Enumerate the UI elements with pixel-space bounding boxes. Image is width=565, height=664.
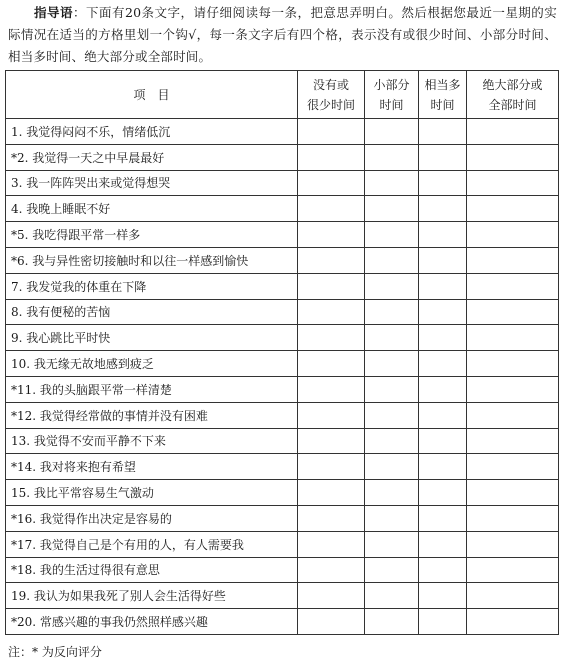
- checkbox-some-time[interactable]: [365, 222, 419, 248]
- checkbox-good-part[interactable]: [419, 351, 467, 377]
- item-text: *12. 我觉得经常做的事情并没有困难: [6, 402, 298, 428]
- checkbox-good-part[interactable]: [419, 557, 467, 583]
- checkbox-rarely[interactable]: [298, 222, 365, 248]
- checkbox-some-time[interactable]: [365, 299, 419, 325]
- table-row: [6, 351, 559, 377]
- checkbox-most-time[interactable]: [467, 273, 559, 299]
- checkbox-some-time[interactable]: [365, 247, 419, 273]
- checkbox-some-time[interactable]: [365, 273, 419, 299]
- checkbox-most-time[interactable]: [467, 119, 559, 145]
- checkbox-rarely[interactable]: [298, 583, 365, 609]
- table-row: [6, 376, 559, 402]
- item-text: 19. 我认为如果我死了别人会生活得好些: [6, 583, 298, 609]
- item-text: *14. 我对将来抱有希望: [6, 454, 298, 480]
- checkbox-good-part[interactable]: [419, 402, 467, 428]
- instructions-lead: 指导语: [34, 5, 73, 20]
- checkbox-good-part[interactable]: [419, 583, 467, 609]
- item-text: 1. 我觉得闷闷不乐，情绪低沉: [6, 119, 298, 145]
- checkbox-some-time[interactable]: [365, 196, 419, 222]
- checkbox-most-time[interactable]: [467, 222, 559, 248]
- checkbox-rarely[interactable]: [298, 196, 365, 222]
- header-good-part-line2: 时间: [430, 97, 455, 112]
- checkbox-some-time[interactable]: [365, 376, 419, 402]
- table-row: [6, 144, 559, 170]
- table-row: [6, 480, 559, 506]
- checkbox-good-part[interactable]: [419, 505, 467, 531]
- checkbox-some-time[interactable]: [365, 402, 419, 428]
- table-header-row: [6, 71, 559, 119]
- checkbox-rarely[interactable]: [298, 557, 365, 583]
- item-text: *17. 我觉得自己是个有用的人，有人需要我: [6, 531, 298, 557]
- checkbox-some-time[interactable]: [365, 583, 419, 609]
- checkbox-some-time[interactable]: [365, 480, 419, 506]
- item-text: *16. 我觉得作出决定是容易的: [6, 505, 298, 531]
- table-row: [6, 247, 559, 273]
- checkbox-most-time[interactable]: [467, 196, 559, 222]
- item-text: *6. 我与异性密切接触时和以往一样感到愉快: [6, 247, 298, 273]
- header-rarely-line2: 很少时间: [306, 97, 355, 112]
- checkbox-most-time[interactable]: [467, 402, 559, 428]
- table-row: [6, 428, 559, 454]
- checkbox-rarely[interactable]: [298, 402, 365, 428]
- checkbox-most-time[interactable]: [467, 428, 559, 454]
- checkbox-some-time[interactable]: [365, 454, 419, 480]
- checkbox-most-time[interactable]: [467, 531, 559, 557]
- checkbox-some-time[interactable]: [365, 557, 419, 583]
- item-text: *2. 我觉得一天之中早晨最好: [6, 144, 298, 170]
- item-text: 13. 我觉得不安而平静不下来: [6, 428, 298, 454]
- checkbox-rarely[interactable]: [298, 299, 365, 325]
- header-most-time-line2: 全部时间: [488, 97, 537, 112]
- item-text: 9. 我心跳比平时快: [6, 325, 298, 351]
- checkbox-rarely[interactable]: [298, 376, 365, 402]
- instructions-paragraph: [8, 2, 557, 68]
- checkbox-good-part[interactable]: [419, 609, 467, 635]
- checkbox-some-time[interactable]: [365, 351, 419, 377]
- header-good-part-line1: 相当多: [424, 77, 461, 92]
- table-row: [6, 557, 559, 583]
- item-text: *18. 我的生活过得很有意思: [6, 557, 298, 583]
- table-row: [6, 402, 559, 428]
- header-good-part: [419, 71, 467, 119]
- checkbox-rarely[interactable]: [298, 144, 365, 170]
- header-rarely: [298, 71, 365, 119]
- header-rarely-line1: 没有或: [312, 77, 349, 92]
- checkbox-rarely[interactable]: [298, 428, 365, 454]
- table-row: [6, 325, 559, 351]
- checkbox-good-part[interactable]: [419, 222, 467, 248]
- header-some-time: [365, 71, 419, 119]
- item-text: 7. 我发觉我的体重在下降: [6, 273, 298, 299]
- checkbox-good-part[interactable]: [419, 247, 467, 273]
- checkbox-most-time[interactable]: [467, 505, 559, 531]
- checkbox-some-time[interactable]: [365, 325, 419, 351]
- table-row: [6, 222, 559, 248]
- checkbox-some-time[interactable]: [365, 170, 419, 196]
- checkbox-good-part[interactable]: [419, 454, 467, 480]
- checkbox-good-part[interactable]: [419, 144, 467, 170]
- checkbox-most-time[interactable]: [467, 609, 559, 635]
- table-row: [6, 119, 559, 145]
- checkbox-most-time[interactable]: [467, 144, 559, 170]
- item-text: 4. 我晚上睡眠不好: [6, 196, 298, 222]
- item-text: 8. 我有便秘的苦恼: [6, 299, 298, 325]
- checkbox-good-part[interactable]: [419, 170, 467, 196]
- checkbox-rarely[interactable]: [298, 531, 365, 557]
- checkbox-most-time[interactable]: [467, 583, 559, 609]
- checkbox-most-time[interactable]: [467, 170, 559, 196]
- checkbox-some-time[interactable]: [365, 144, 419, 170]
- item-text: 15. 我比平常容易生气激动: [6, 480, 298, 506]
- header-some-time-line1: 小部分: [373, 77, 410, 92]
- checkbox-rarely[interactable]: [298, 273, 365, 299]
- checkbox-most-time[interactable]: [467, 247, 559, 273]
- item-text: *5. 我吃得跟平常一样多: [6, 222, 298, 248]
- checkbox-good-part[interactable]: [419, 273, 467, 299]
- checkbox-most-time[interactable]: [467, 480, 559, 506]
- checkbox-most-time[interactable]: [467, 376, 559, 402]
- table-row: [6, 273, 559, 299]
- checkbox-some-time[interactable]: [365, 119, 419, 145]
- rating-scale-table: [5, 70, 559, 635]
- table-row: [6, 454, 559, 480]
- header-most-time: [467, 71, 559, 119]
- item-text: 3. 我一阵阵哭出来或觉得想哭: [6, 170, 298, 196]
- table-row: [6, 583, 559, 609]
- checkbox-most-time[interactable]: [467, 325, 559, 351]
- table-row: [6, 531, 559, 557]
- checkbox-some-time[interactable]: [365, 505, 419, 531]
- checkbox-good-part[interactable]: [419, 196, 467, 222]
- table-row: [6, 299, 559, 325]
- checkbox-rarely[interactable]: [298, 609, 365, 635]
- table-row: [6, 609, 559, 635]
- checkbox-good-part[interactable]: [419, 531, 467, 557]
- table-row: [6, 505, 559, 531]
- checkbox-some-time[interactable]: [365, 428, 419, 454]
- checkbox-rarely[interactable]: [298, 480, 365, 506]
- checkbox-some-time[interactable]: [365, 609, 419, 635]
- header-most-time-line1: 绝大部分或: [482, 77, 543, 92]
- checkbox-rarely[interactable]: [298, 170, 365, 196]
- checkbox-rarely[interactable]: [298, 119, 365, 145]
- item-text: *11. 我的头脑跟平常一样清楚: [6, 376, 298, 402]
- item-text: *20. 常感兴趣的事我仍然照样感兴趣: [6, 609, 298, 635]
- checkbox-good-part[interactable]: [419, 376, 467, 402]
- table-row: [6, 196, 559, 222]
- checkbox-good-part[interactable]: [419, 325, 467, 351]
- checkbox-most-time[interactable]: [467, 557, 559, 583]
- checkbox-good-part[interactable]: [419, 428, 467, 454]
- item-text: 10. 我无缘无故地感到疲乏: [6, 351, 298, 377]
- checkbox-most-time[interactable]: [467, 454, 559, 480]
- header-some-time-line2: 时间: [379, 97, 404, 112]
- footnote: 注：* 为反向评分: [8, 645, 102, 659]
- checkbox-rarely[interactable]: [298, 351, 365, 377]
- checkbox-most-time[interactable]: [467, 299, 559, 325]
- checkbox-rarely[interactable]: [298, 247, 365, 273]
- table-row: [6, 170, 559, 196]
- header-item: 项 目: [6, 71, 298, 119]
- checkbox-rarely[interactable]: [298, 505, 365, 531]
- checkbox-good-part[interactable]: [419, 299, 467, 325]
- checkbox-rarely[interactable]: [298, 325, 365, 351]
- checkbox-some-time[interactable]: [365, 531, 419, 557]
- checkbox-good-part[interactable]: [419, 480, 467, 506]
- checkbox-most-time[interactable]: [467, 351, 559, 377]
- checkbox-good-part[interactable]: [419, 119, 467, 145]
- instructions-text: ：下面有20条文字，请仔细阅读每一条，把意思弄明白。然后根据您最近一星期的实际情况在适当的方格里划一个钩√，每一条文字后有四个格，表示没有或很少时间、小部分时间、相当多时间、绝大部分或全部时间。: [8, 5, 557, 64]
- checkbox-rarely[interactable]: [298, 454, 365, 480]
